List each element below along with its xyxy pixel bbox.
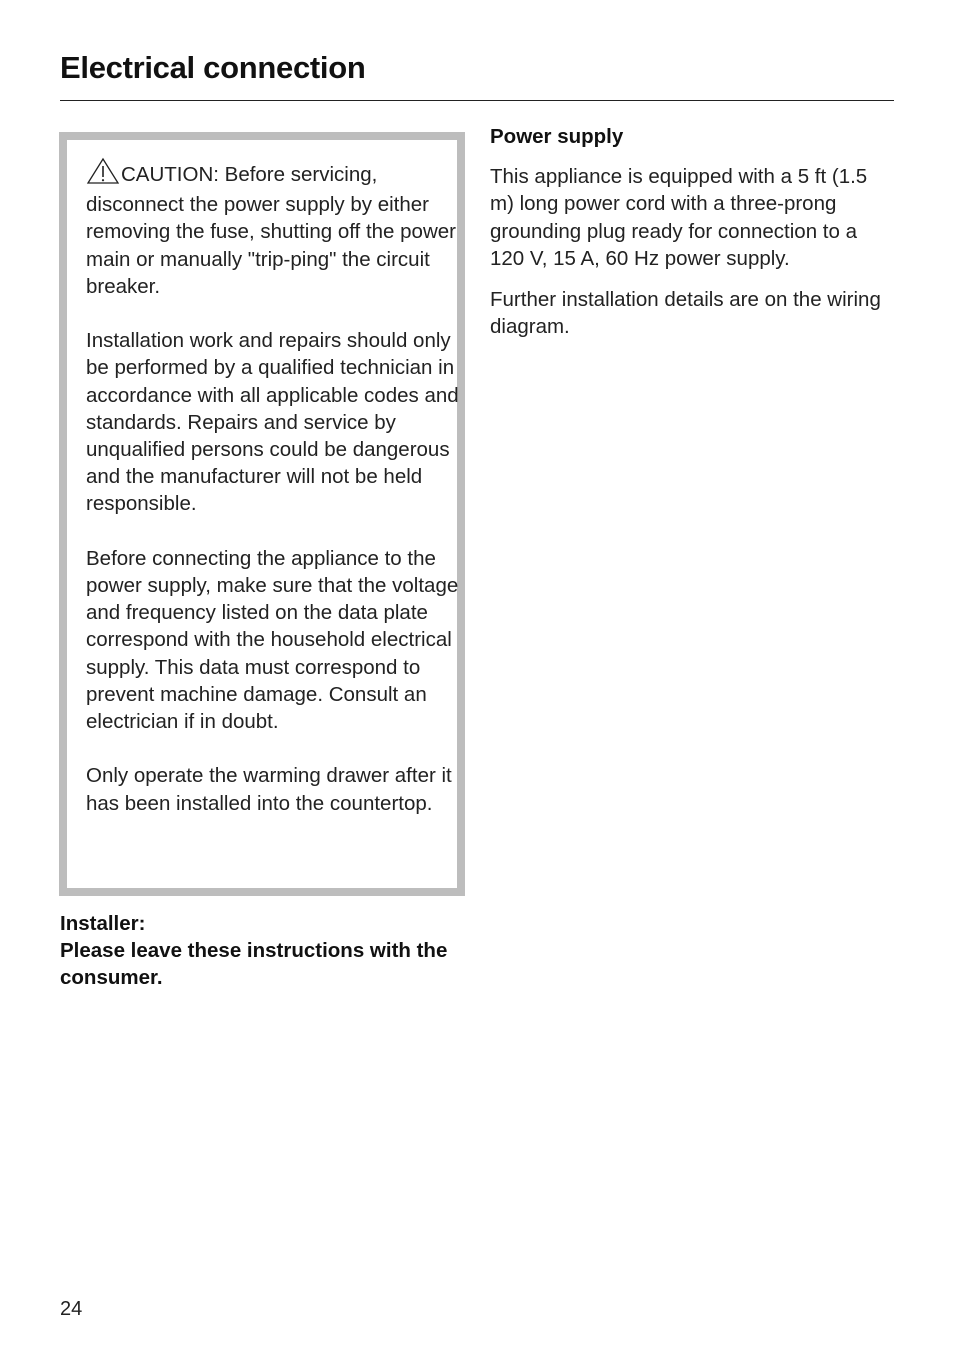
power-supply-heading: Power supply bbox=[490, 125, 624, 148]
caution-lead-text: CAUTION: Before servicing, disconnect the power supply by either removing the fuse, shutting off the power main or manually "trip-ping" the circuit breaker. bbox=[86, 163, 456, 298]
caution-text bbox=[86, 157, 466, 817]
power-supply-section bbox=[490, 123, 890, 353]
caution-lead-paragraph bbox=[86, 157, 466, 300]
power-supply-paragraph: This appliance is equipped with a 5 ft (1.5 m) long power cord with a three-prong grounding plug ready for connection to a 120 V, 15 A, 60 Hz power supply. bbox=[490, 165, 868, 270]
installer-text: Please leave these instructions with the consumer. bbox=[60, 939, 448, 990]
caution-box bbox=[59, 132, 465, 896]
caution-paragraph: Only operate the warming drawer after it has been installed into the countertop. bbox=[86, 764, 452, 815]
page-title: Electrical connection bbox=[60, 50, 366, 85]
power-supply-paragraph: Further installation details are on the wiring diagram. bbox=[490, 287, 881, 338]
warning-triangle-icon bbox=[86, 157, 120, 191]
caution-paragraph: Before connecting the appliance to the power supply, make sure that the voltage and frequency listed on the data plate correspond with the household electrical supply. This data must correspond to prevent machine damage. Consult an electrician if in doubt. bbox=[86, 546, 459, 734]
caution-paragraph: Installation work and repairs should only be performed by a qualified technician in accordance with all applicable codes and standards. Repairs and service by unqualified persons could be dangerous and the manufacturer will not be held responsible. bbox=[86, 329, 459, 516]
installer-label: Installer: bbox=[60, 912, 146, 935]
installer-note bbox=[60, 910, 460, 992]
title-divider bbox=[60, 100, 894, 101]
page-number: 24 bbox=[60, 1298, 83, 1320]
